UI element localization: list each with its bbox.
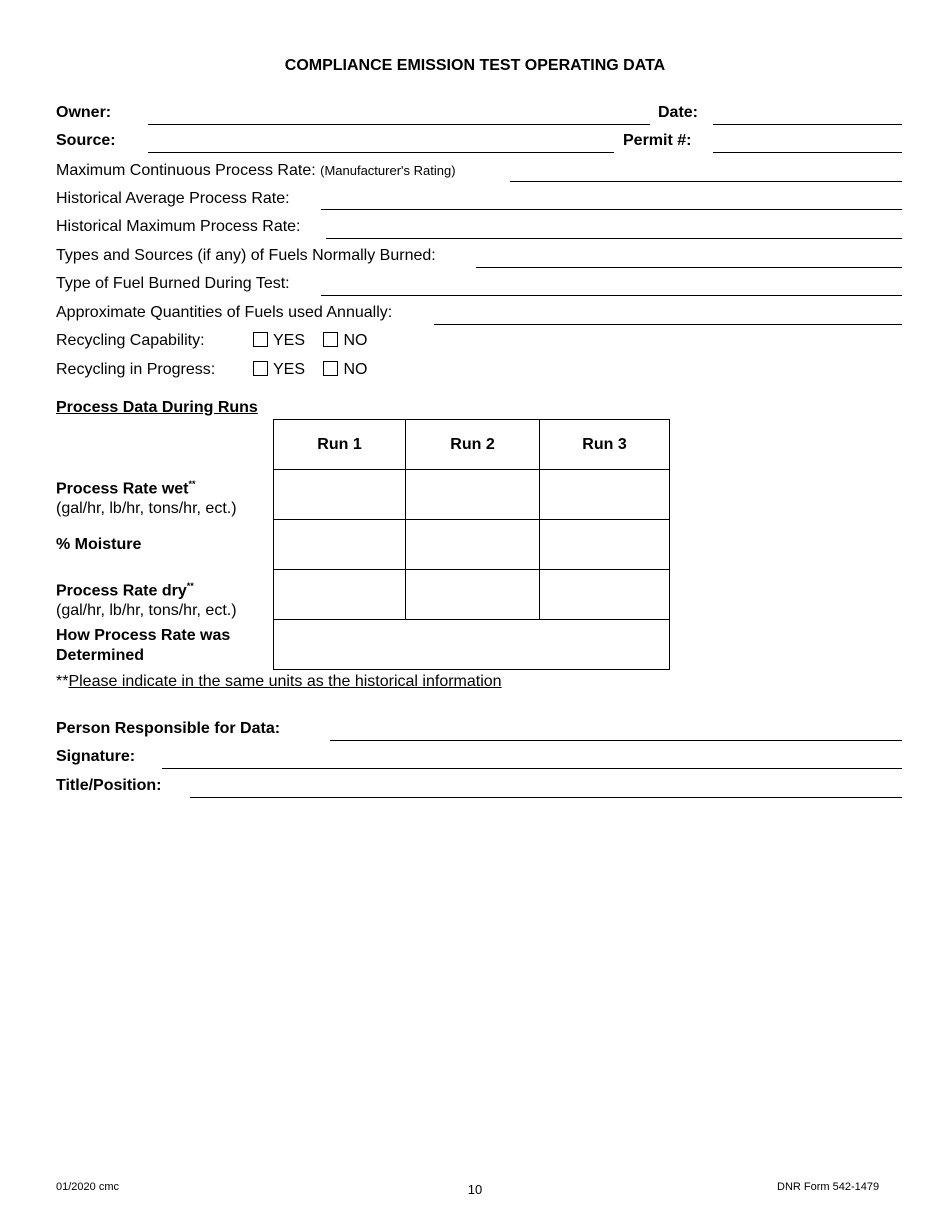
owner-label: Owner:	[56, 104, 112, 121]
permit-field[interactable]	[713, 152, 902, 153]
run-3-header: Run 3	[540, 420, 670, 470]
table-row-rate-wet	[274, 470, 670, 520]
table-row-rate-dry	[274, 570, 670, 620]
run-1-header: Run 1	[274, 420, 406, 470]
rate-dry-run-3-cell[interactable]	[540, 570, 670, 620]
footer-form-number: DNR Form 542-1479	[777, 1181, 880, 1193]
recycling-progress-yes[interactable]: YES	[253, 361, 305, 378]
footer-page-number: 10	[467, 1182, 483, 1197]
rate-dry-units: (gal/hr, lb/hr, tons/hr, ect.)	[56, 602, 237, 620]
table-row-moisture	[274, 520, 670, 570]
checkbox-icon[interactable]	[253, 361, 268, 376]
title-position-label: Title/Position:	[56, 777, 162, 794]
fuel-qty-field[interactable]	[434, 324, 902, 325]
rate-wet-row-label: Process Rate wet** (gal/hr, lb/hr, tons/hr, ect.)	[56, 479, 237, 518]
date-label: Date:	[658, 104, 699, 121]
fuel-types-label: Types and Sources (if any) of Fuels Normally Burned:	[56, 247, 436, 264]
form-title: COMPLIANCE EMISSION TEST OPERATING DATA	[284, 57, 666, 74]
checkbox-icon[interactable]	[253, 332, 268, 347]
hist-max-label: Historical Maximum Process Rate:	[56, 218, 301, 235]
rate-dry-run-2-cell[interactable]	[406, 570, 540, 620]
rate-wet-units: (gal/hr, lb/hr, tons/hr, ect.)	[56, 500, 237, 518]
rate-dry-row-label: Process Rate dry** (gal/hr, lb/hr, tons/hr, ect.)	[56, 581, 237, 620]
rate-wet-run-2-cell[interactable]	[406, 470, 540, 520]
owner-field[interactable]	[148, 124, 650, 125]
checkbox-icon[interactable]	[323, 361, 338, 376]
fuel-test-label: Type of Fuel Burned During Test:	[56, 275, 290, 292]
rate-dry-run-1-cell[interactable]	[274, 570, 406, 620]
recycling-progress-no[interactable]: NO	[323, 361, 367, 378]
recycling-capability-label: Recycling Capability:	[56, 332, 205, 349]
how-determined-cell[interactable]	[274, 620, 670, 670]
source-field[interactable]	[148, 152, 614, 153]
fuel-test-field[interactable]	[321, 295, 902, 296]
fuel-types-field[interactable]	[476, 267, 902, 268]
hist-avg-label: Historical Average Process Rate:	[56, 190, 290, 207]
process-data-table	[273, 419, 670, 670]
process-data-heading: Process Data During Runs	[56, 399, 258, 416]
rate-wet-run-3-cell[interactable]	[540, 470, 670, 520]
units-note: **Please indicate in the same units as the historical information	[56, 673, 502, 690]
moisture-run-3-cell[interactable]	[540, 520, 670, 570]
date-field[interactable]	[713, 124, 902, 125]
checkbox-icon[interactable]	[323, 332, 338, 347]
signature-label: Signature:	[56, 748, 136, 765]
recycling-capability-yes[interactable]: YES	[253, 332, 305, 349]
moisture-row-label: % Moisture	[56, 536, 142, 553]
max-rate-label	[56, 162, 456, 180]
permit-label: Permit #:	[623, 132, 692, 149]
max-rate-label-text: Maximum Continuous Process Rate:	[56, 162, 316, 179]
source-label: Source:	[56, 132, 116, 149]
table-header-row	[274, 420, 670, 470]
run-2-header: Run 2	[406, 420, 540, 470]
rate-wet-run-1-cell[interactable]	[274, 470, 406, 520]
hist-max-field[interactable]	[326, 238, 902, 239]
person-responsible-label: Person Responsible for Data:	[56, 720, 281, 737]
recycling-progress-label: Recycling in Progress:	[56, 361, 216, 378]
max-rate-note: (Manufacturer's Rating)	[320, 163, 456, 178]
table-row-how-determined	[274, 620, 670, 670]
max-rate-field[interactable]	[510, 181, 902, 182]
recycling-progress-options	[253, 361, 381, 379]
hist-avg-field[interactable]	[321, 209, 902, 210]
fuel-qty-label: Approximate Quantities of Fuels used Annually:	[56, 304, 393, 321]
moisture-run-2-cell[interactable]	[406, 520, 540, 570]
how-determined-row-label: How Process Rate was Determined	[56, 627, 231, 664]
person-responsible-field[interactable]	[330, 740, 902, 741]
title-position-field[interactable]	[190, 797, 902, 798]
recycling-capability-no[interactable]: NO	[323, 332, 367, 349]
recycling-capability-options	[253, 332, 381, 350]
footer-revision: 01/2020 cmc	[56, 1181, 119, 1193]
signature-field[interactable]	[162, 768, 902, 769]
moisture-run-1-cell[interactable]	[274, 520, 406, 570]
